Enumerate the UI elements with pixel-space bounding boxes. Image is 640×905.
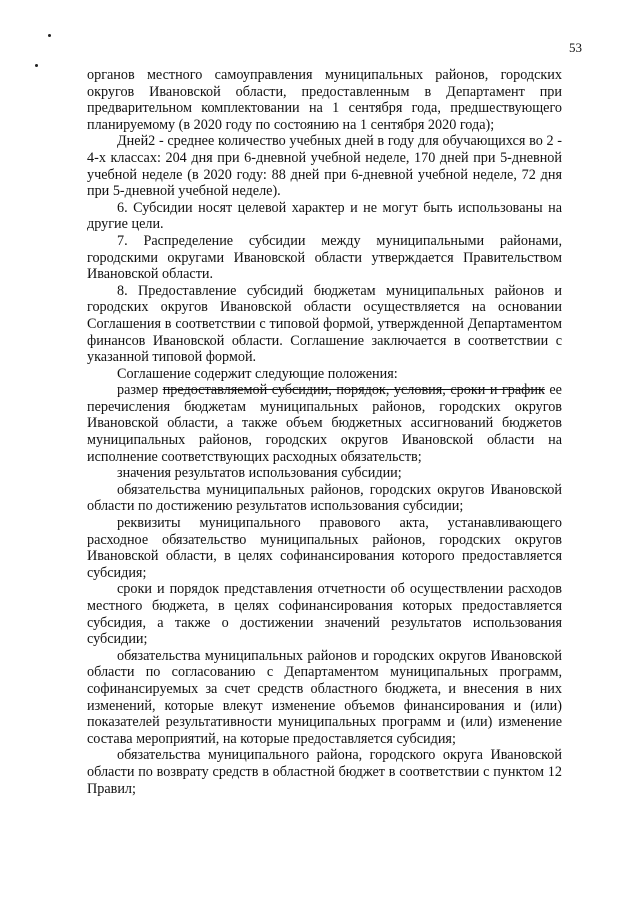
agreement-intro: Соглашение содержит следующие положения: (117, 365, 398, 382)
struck-text: предоставляемой субсидии, порядок, условия, сроки и график (162, 382, 545, 399)
scan-speck (48, 34, 51, 37)
document-body (87, 67, 562, 797)
list-item: сроки и порядок представления отчетности об осуществлении расходов местного бюджета, в целях софинансирования которых предоставляется субсидия, а также о достижении значений результатов использования субсидии; (87, 581, 562, 648)
scan-speck (35, 64, 38, 67)
list-item: значения результатов использования субсидии; (117, 465, 402, 482)
paragraph-continuation: органов местного самоуправления муниципальных районов, городских округов Ивановской области, предоставленным в Департамент при предварительном комплектовании на 1 сентября года, предшествующего планируемому (в 2020 году по состоянию на 1 сентября 2020 года); (87, 67, 562, 133)
paragraph-6: 6. Субсидии носят целевой характер и не могут быть использованы на другие цели. (87, 199, 562, 233)
paragraph-8: 8. Предоставление субсидий бюджетам муниципальных районов и городских округов Ивановской области осуществляется на основании Соглашения в соответствии с типовой формой, утвержденной Департаментом финансов Ивановской области. Соглашение заключается в соответствии с указанной типовой формой. (87, 282, 562, 366)
list-item-subsidy-size (87, 382, 562, 465)
list-item: обязательства муниципального района, городского округа Ивановской области по возврату средств в областной бюджет в соответствии с пунктом 12 Правил; (87, 747, 562, 797)
paragraph-7: 7. Распределение субсидии между муниципальными районами, городскими округами Ивановской области утверждается Правительством Ивановской области. (87, 232, 562, 283)
page-number: 53 (569, 40, 582, 55)
plain-text: ее перечисления бюджетам муниципальных районов, городских округов Ивановской области, а также объем бюджетных ассигнований бюджетов муниципальных районов, городских округов Ивановской области на исполнение соответствующих расходных обязательств; (87, 382, 562, 465)
list-item: реквизиты муниципального правового акта, устанавливающего расходное обязательство муниципальных районов, городских округов Ивановской области, в целях софинансирования которого предоставляется субсидия; (87, 515, 562, 581)
paragraph-school-days: Дней2 - среднее количество учебных дней в году для обучающихся во 2 - 4-х классах: 204 дня при 6-дневной учебной неделе, 170 дней при 5-дневной учебной неделе (в 2020 году: 88 дней при 6-дневной учебной неделе, 72 дня при 5-дневной учебной неделе). (87, 133, 562, 200)
list-item: обязательства муниципальных районов, городских округов Ивановской области по достижению результатов использования субсидии; (87, 481, 562, 515)
plain-text: размер (117, 382, 163, 399)
list-item: обязательства муниципальных районов и городских округов Ивановской области по согласованию с Департаментом муниципальных программ, софинансируемых за счет средств областного бюджета, и внесения в них изменений, которые влекут изменение объемов финансирования и (или) показателей результативности муниципальных программ и (или) изменение состава мероприятий, на которые предоставляется субсидия; (87, 647, 562, 747)
